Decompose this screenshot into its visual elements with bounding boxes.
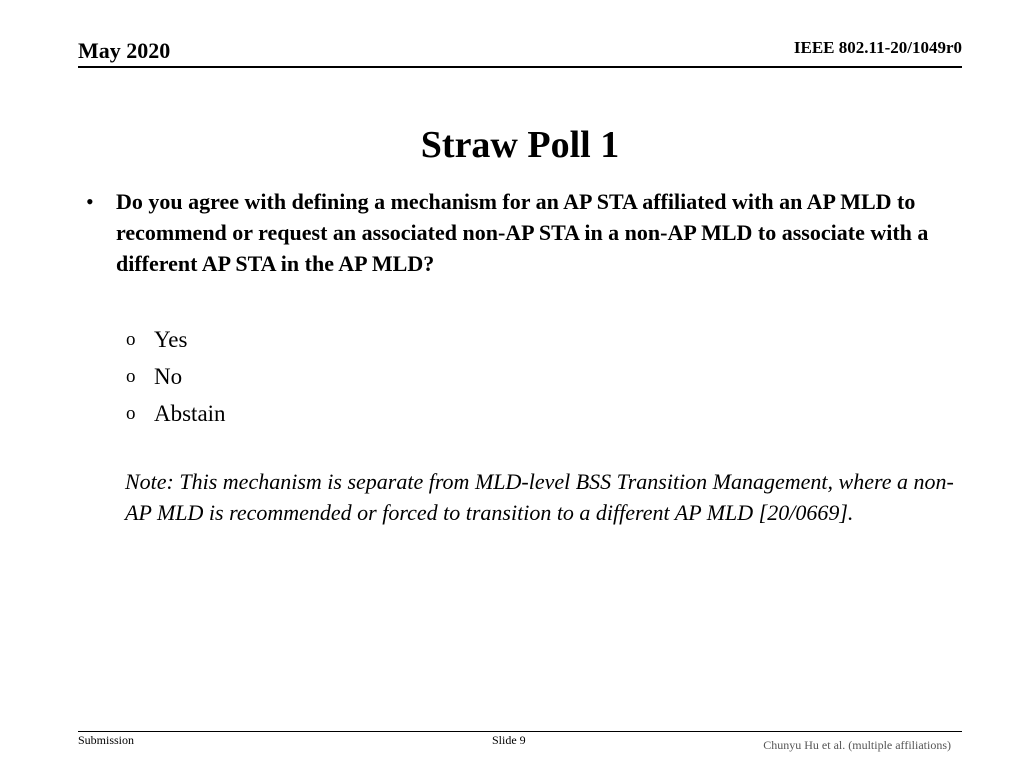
poll-question: Do you agree with defining a mechanism for an AP STA affiliated with an AP MLD to recommend or request an associated non-AP STA in a non-AP MLD to associate with a different AP STA in the AP MLD? [116,189,929,276]
slide-title: Straw Poll 1 [420,124,620,167]
footer-submission: Submission [78,733,135,747]
bullet-icon: • [86,189,94,214]
poll-option-label: No [154,364,183,389]
poll-option-abstain [126,395,226,432]
document-number: IEEE 802.11-20/1049r0 [793,38,962,57]
footer-authors: Chunyu Hu et al. (multiple affiliations) [763,738,951,752]
poll-option-label: Abstain [154,401,226,426]
header-divider [78,66,962,68]
poll-options-list [126,321,226,432]
poll-option-yes [126,321,226,358]
circle-bullet-icon: o [126,329,136,350]
poll-note: Note: This mechanism is separate from MLD-level BSS Transition Management, where a non-AP MLD is recommended or forced to transition to a different AP MLD [20/0669]. [125,469,954,525]
poll-question-bullet [86,186,946,279]
poll-option-label: Yes [154,327,188,352]
header-date: May 2020 [78,38,171,63]
slide-number: Slide 9 [492,733,526,747]
poll-option-no [126,358,226,395]
circle-bullet-icon: o [126,366,136,387]
circle-bullet-icon: o [126,403,136,424]
